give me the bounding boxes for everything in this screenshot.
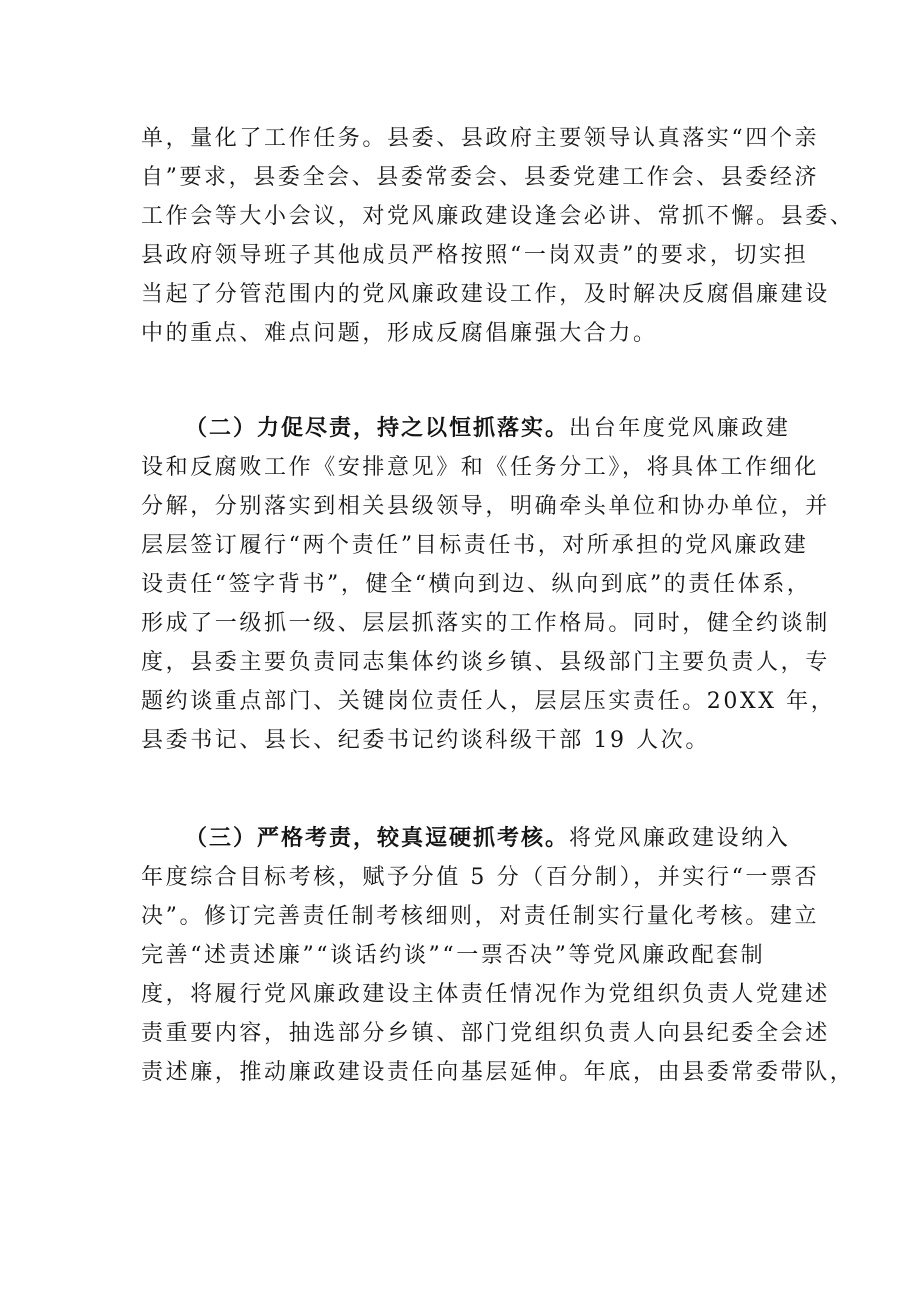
text-line: 度，县委主要负责同志集体约谈乡镇、县级部门主要负责人，专 [141, 650, 830, 675]
text-line: 设责任“签字背书”，健全“横向到边、纵向到底”的责任体系， [141, 572, 812, 597]
text-line: 工作会等大小会议，对党风廉政建设逢会必讲、常抓不懈。县委、 [141, 204, 855, 229]
paragraph-first-line [141, 409, 801, 448]
text-span: 将党风廉政建设纳入 [569, 826, 791, 851]
text-line: 责重要内容，抽选部分乡镇、部门党组织负责人向县纪委全会述 [141, 1021, 830, 1046]
section-heading-2: （二）力促尽责，持之以恒抓落实。 [185, 416, 570, 441]
text-line: 决”。修订完善责任制考核细则，对责任制实行量化考核。建立 [141, 904, 820, 929]
text-line: 层层签订履行“两个责任”目标责任书，对所承担的党风廉政建 [141, 533, 809, 558]
paragraph-1 [141, 119, 855, 353]
text-line: 题约谈重点部门、关键岗位责任人，层层压实责任。20XX 年， [141, 689, 836, 714]
text-line: 责述廉，推动廉政建设责任向基层延伸。年底，由县委常委带队， [141, 1060, 855, 1085]
paragraph-3 [141, 819, 855, 1092]
text-line: 完善“述责述廉”“谈话约谈”“一票否决”等党风廉政配套制 [141, 943, 766, 968]
text-line: 县委书记、县长、纪委书记约谈科级干部 19 人次。 [141, 728, 710, 753]
text-line: 单，量化了工作任务。县委、县政府主要领导认真落实“四个亲 [141, 126, 820, 151]
text-span: 出台年度党风廉政建 [569, 416, 791, 441]
text-line: 年度综合目标考核，赋予分值 5 分（百分制），并实行“一票否 [141, 865, 820, 890]
text-line: 自”要求，县委全会、县委常委会、县委党建工作会、县委经济 [141, 165, 820, 190]
section-heading-3: （三）严格考责，较真逗硬抓考核。 [185, 826, 570, 851]
text-line: 中的重点、难点问题，形成反腐倡廉强大合力。 [141, 321, 658, 346]
text-line: 度，将履行党风廉政建设主体责任情况作为党组织负责人党建述 [141, 982, 830, 1007]
paragraph-2 [141, 409, 836, 760]
text-line: 当起了分管范围内的党风廉政建设工作，及时解决反腐倡廉建设 [141, 282, 830, 307]
text-line: 设和反腐败工作《安排意见》和《任务分工》，将具体工作细化 [141, 455, 819, 480]
text-line: 分解，分别落实到相关县级领导，明确牵头单位和协办单位，并 [141, 494, 830, 519]
paragraph-first-line [141, 819, 801, 858]
text-line: 形成了一级抓一级、层层抓落实的工作格局。同时，健全约谈制 [141, 611, 830, 636]
text-line: 县政府领导班子其他成员严格按照“一岗双责”的要求，切实担 [141, 243, 809, 268]
